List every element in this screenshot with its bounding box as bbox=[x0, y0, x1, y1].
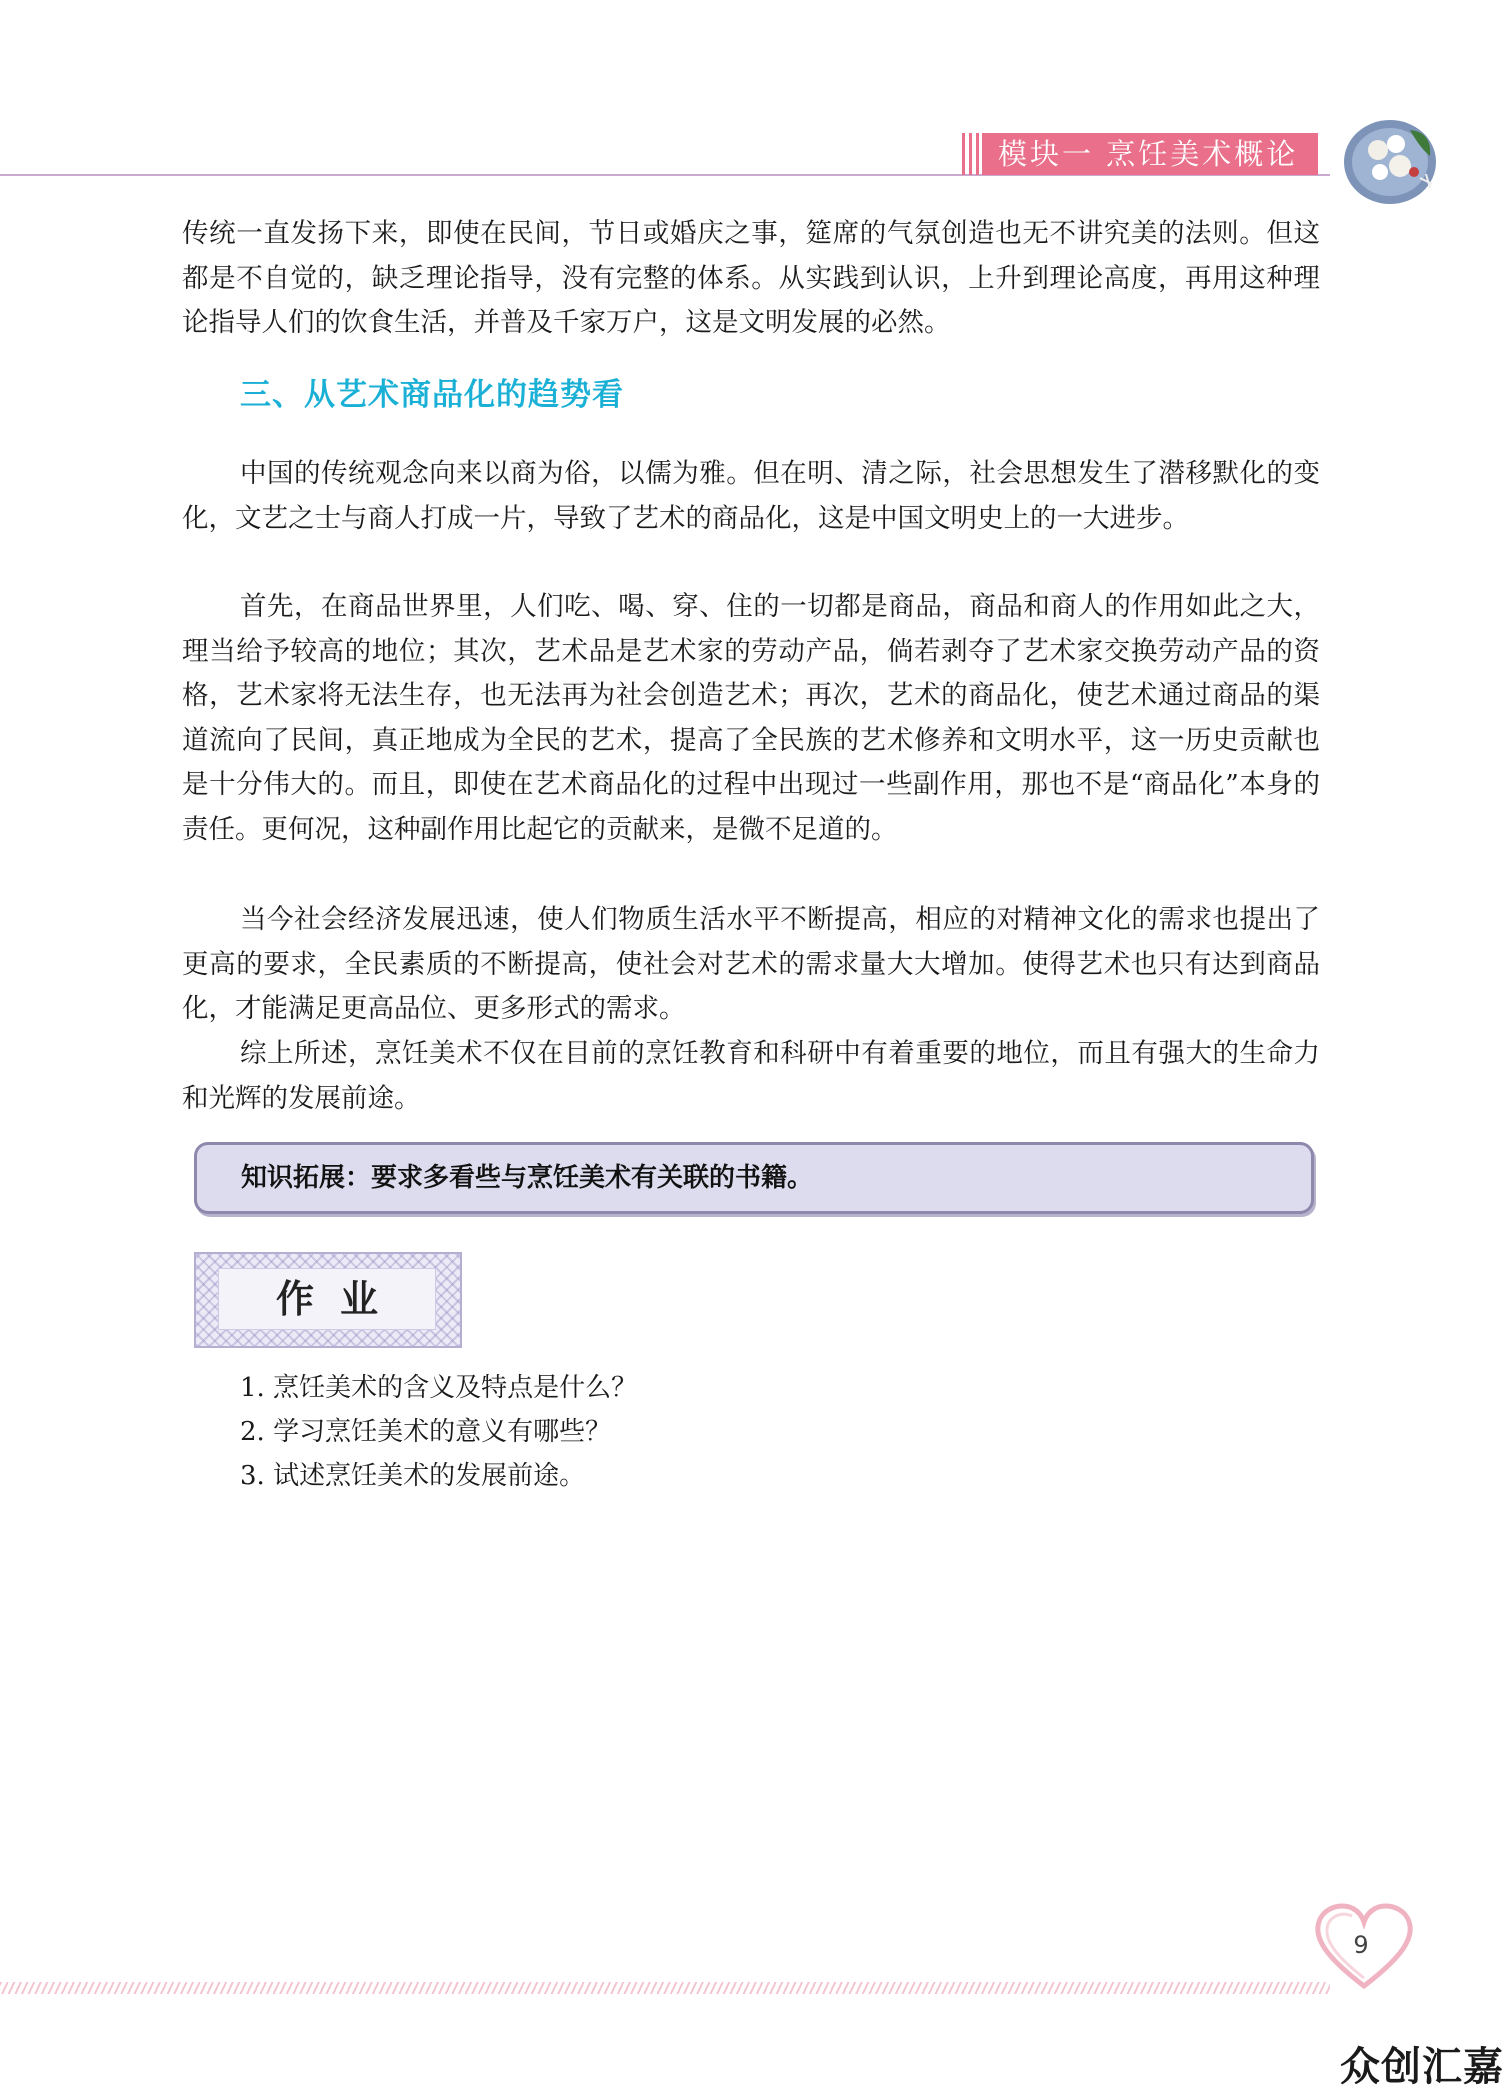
homework-badge-inner bbox=[218, 1268, 436, 1330]
food-plate-illustration bbox=[1340, 112, 1444, 206]
section-title: 三、从艺术商品化的趋势看 bbox=[240, 377, 624, 413]
paragraph: 中国的传统观念向来以商为俗，以儒为雅。但在明、清之际，社会思想发生了潜移默化的变化，文艺之士与商人打成一片，导致了艺术的商品化，这是中国文明史上的一大进步。 bbox=[182, 458, 1320, 534]
watermark: 众创汇嘉 bbox=[1340, 2044, 1504, 2090]
module-title: 模块一 烹饪美术概论 bbox=[982, 133, 1318, 175]
paragraph: 综上所述，烹饪美术不仅在目前的烹饪教育和科研中有着重要的地位，而且有强大的生命力和光辉的发展前途。 bbox=[182, 1038, 1320, 1114]
page-number: 9 bbox=[1353, 1931, 1369, 1959]
homework-question: 1. 烹饪美术的含义及特点是什么？ bbox=[240, 1373, 638, 1403]
paragraph: 当今社会经济发展迅速，使人们物质生活水平不断提高，相应的对精神文化的需求也提出了更高的要求，全民素质的不断提高，使社会对艺术的需求量大大增加。使得艺术也只有达到商品化，才能满足更高品位、更多形式的需求。 bbox=[182, 904, 1320, 1025]
homework-badge bbox=[194, 1252, 462, 1348]
paragraph-continuation: 传统一直发扬下来，即使在民间，节日或婚庆之事，筵席的气氛创造也无不讲究美的法则。但这都是不自觉的，缺乏理论指导，没有完整的体系。从实践到认识，上升到理论高度，再用这种理论指导人们的饮食生活，并普及千家万户，这是文明发展的必然。 bbox=[182, 218, 1320, 339]
paragraph: 首先，在商品世界里，人们吃、喝、穿、住的一切都是商品，商品和商人的作用如此之大，理当给予较高的地位；其次，艺术品是艺术家的劳动产品，倘若剥夺了艺术家交换劳动产品的资格，艺术家将无法生存，也无法再为社会创造艺术；再次，艺术的商品化，使艺术通过商品的渠道流向了民间，真正地成为全民的艺术，提高了全民族的艺术修养和文明水平，这一历史贡献也是十分伟大的。而且，即使在艺术商品化的过程中出现过一些副作用，那也不是“商品化”本身的责任。更何况，这种副作用比起它的贡献来，是微不足道的。 bbox=[182, 591, 1320, 845]
footer-band bbox=[0, 1982, 1330, 1994]
knowledge-extension-box bbox=[194, 1142, 1314, 1214]
knowledge-extension-text: 知识拓展：要求多看些与烹饪美术有关联的书籍。 bbox=[241, 1163, 814, 1193]
homework-title: 作业 bbox=[275, 1277, 404, 1321]
homework-question: 2. 学习烹饪美术的意义有哪些？ bbox=[240, 1417, 612, 1447]
homework-question: 3. 试述烹饪美术的发展前途。 bbox=[240, 1461, 586, 1491]
header-stripes bbox=[962, 133, 980, 175]
